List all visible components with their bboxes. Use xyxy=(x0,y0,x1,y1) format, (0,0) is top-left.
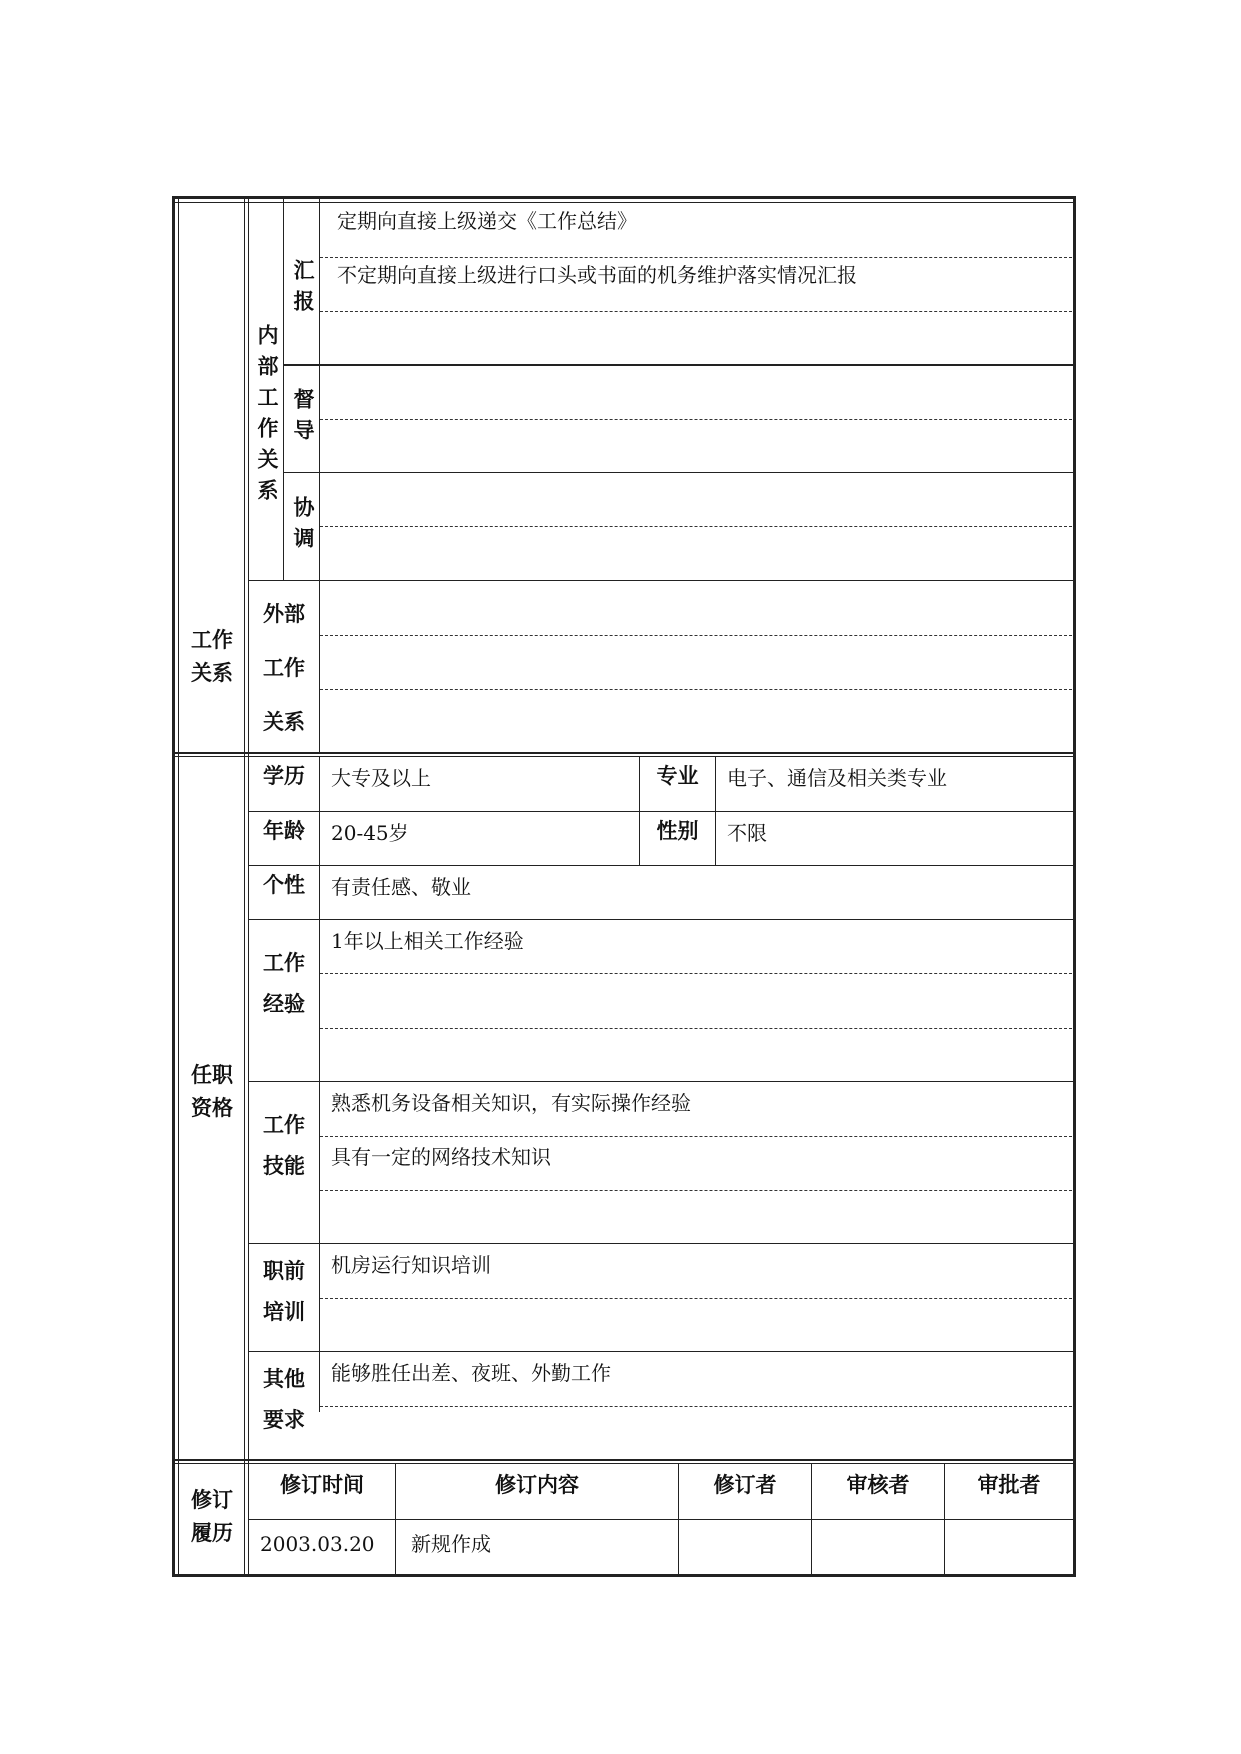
other-dash xyxy=(320,1406,1072,1407)
skills-row-bottom xyxy=(248,1243,1073,1244)
major-label: 专业 xyxy=(656,764,699,788)
rev-header-reviser: 修订者 xyxy=(713,1473,777,1497)
section2-bottom-2 xyxy=(175,1463,1073,1464)
personality-value: 有责任感、敬业 xyxy=(331,875,471,899)
section1-bottom-2 xyxy=(175,756,1073,757)
age-value: 20-45岁 xyxy=(331,821,409,845)
gender-value: 不限 xyxy=(727,821,767,845)
supervise-label: 督导 xyxy=(291,388,315,450)
section1-bottom xyxy=(175,752,1073,754)
internal-relations-label: 内部工作关系 xyxy=(255,324,279,510)
work-relations-title: 工作 关系 xyxy=(191,628,233,685)
external-dash-2 xyxy=(320,689,1072,690)
training-line-1: 机房运行知识培训 xyxy=(331,1253,491,1277)
report-dash-2 xyxy=(320,311,1072,312)
frame-inner-left xyxy=(178,199,179,1574)
personality-label: 个性 xyxy=(263,873,305,897)
education-value: 大专及以上 xyxy=(331,766,431,790)
age-row-bottom xyxy=(248,865,1073,866)
other-label: 其他 要求 xyxy=(263,1367,305,1432)
external-relations-label: 外部 工作 关系 xyxy=(263,602,305,734)
experience-dash-1 xyxy=(320,973,1072,974)
external-dash-1 xyxy=(320,635,1072,636)
age-label: 年龄 xyxy=(263,819,305,843)
skills-dash-2 xyxy=(320,1190,1072,1191)
rev-header-approver: 审批者 xyxy=(977,1473,1041,1497)
coordinate-dash xyxy=(320,526,1072,527)
report-bottom xyxy=(283,364,1073,366)
training-label: 职前 培训 xyxy=(263,1259,305,1324)
report-line-1: 定期向直接上级递交《工作总结》 xyxy=(337,209,637,233)
frame-inner-top xyxy=(175,202,1073,203)
experience-line-1: 1年以上相关工作经验 xyxy=(331,929,524,953)
education-row-bottom xyxy=(248,811,1073,812)
section2-bottom xyxy=(175,1459,1073,1461)
experience-label: 工作 经验 xyxy=(263,951,305,1016)
skills-line-1: 熟悉机务设备相关知识，有实际操作经验 xyxy=(331,1091,691,1115)
skills-label: 工作 技能 xyxy=(263,1113,305,1178)
coordinate-label: 协调 xyxy=(291,496,315,558)
training-row-bottom xyxy=(248,1351,1073,1352)
rev-header-bottom xyxy=(248,1519,1073,1520)
content-col-divider xyxy=(319,199,320,753)
major-value: 电子、通信及相关类专业 xyxy=(727,766,947,790)
rev-header-content: 修订内容 xyxy=(495,1473,579,1497)
report-dash-1 xyxy=(320,257,1072,258)
q-content-divider xyxy=(319,756,320,1412)
experience-dash-2 xyxy=(320,1028,1072,1029)
rev-header-time: 修订时间 xyxy=(280,1473,364,1497)
training-dash xyxy=(320,1298,1072,1299)
education-label: 学历 xyxy=(263,764,305,788)
supervise-bottom xyxy=(283,472,1073,473)
other-line-1: 能够胜任出差、夜班、外勤工作 xyxy=(331,1361,611,1385)
rev-row-content: 新规作成 xyxy=(411,1532,491,1556)
qualifications-title: 任职 资格 xyxy=(191,1063,233,1120)
rev-row-time: 2003.03.20 xyxy=(260,1532,375,1556)
report-line-2: 不定期向直接上级进行口头或书面的机务维护落实情况汇报 xyxy=(337,263,857,287)
internal-bottom xyxy=(248,580,1073,581)
revision-title: 修订 履历 xyxy=(191,1488,233,1545)
report-label: 汇报 xyxy=(291,259,315,321)
personality-row-bottom xyxy=(248,919,1073,920)
supervise-dash xyxy=(320,419,1072,420)
job-description-table xyxy=(172,196,1076,1577)
skills-dash-1 xyxy=(320,1136,1072,1137)
col1-divider xyxy=(244,199,245,1574)
experience-row-bottom xyxy=(248,1081,1073,1082)
skills-line-2: 具有一定的网络技术知识 xyxy=(331,1145,551,1169)
rev-header-reviewer: 审核者 xyxy=(846,1473,910,1497)
gender-label: 性别 xyxy=(656,819,699,843)
